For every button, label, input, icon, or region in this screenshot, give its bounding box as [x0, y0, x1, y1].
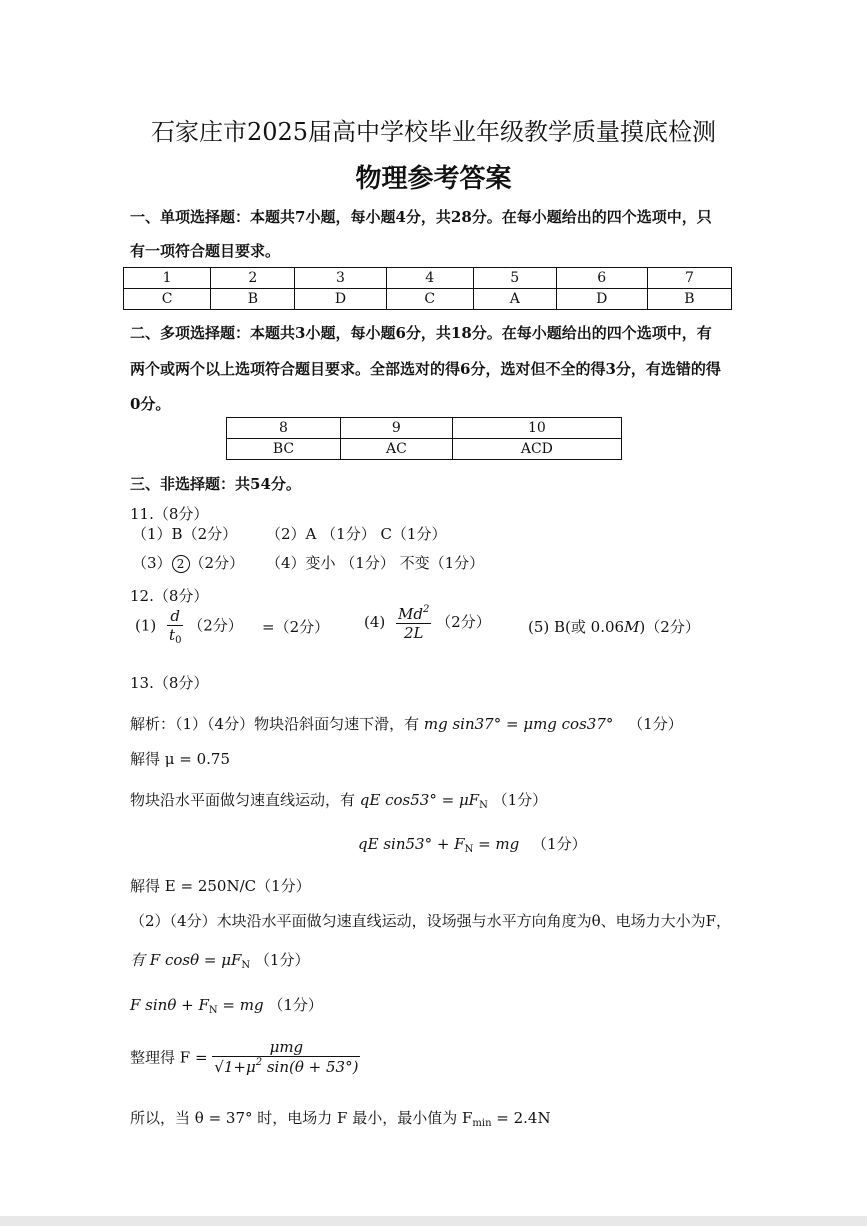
fraction-numerator: μmg [212, 1038, 360, 1057]
q12-part1-prefix: (1) [135, 616, 157, 635]
q12-part5-score: )（2分） [639, 618, 700, 636]
question-number: 7 [647, 268, 731, 289]
q13-line8 [130, 994, 323, 1016]
fraction-denominator: t [169, 626, 176, 644]
q12-part2: =（2分） [262, 618, 330, 636]
answer-cell: B [647, 289, 731, 310]
q13-line9-prefix: 整理得 F = [130, 1048, 208, 1067]
q13-line3 [130, 789, 547, 811]
question-number: 4 [386, 268, 473, 289]
fraction-numerator: d [167, 607, 183, 626]
q13-line9 [130, 1038, 360, 1076]
question-number: 8 [227, 418, 341, 439]
answer-cell: C [124, 289, 211, 310]
circled-number: 2 [172, 555, 190, 573]
question-number: 5 [473, 268, 556, 289]
q13-line10-result: = 2.4N [491, 1109, 551, 1127]
answer-cell: D [295, 289, 386, 310]
q11-part4: （4）变小 （1分） 不变（1分） [266, 554, 485, 572]
multi-choice-answer-table [226, 417, 622, 460]
q12-part4-score: （2分） [436, 613, 491, 631]
equation: = mg [473, 835, 520, 853]
q12-part4 [364, 604, 491, 642]
score: （1分） [628, 715, 683, 733]
score: （1分） [492, 791, 548, 809]
score: （1分） [532, 835, 587, 853]
table-row [227, 418, 622, 439]
answer-cell: C [386, 289, 473, 310]
section1-heading-line2: 有一项符合题目要求。 [130, 242, 281, 260]
subscript: N [464, 844, 474, 855]
superscript: 2 [255, 1057, 263, 1068]
q13-line7 [130, 949, 309, 971]
table-row [227, 439, 622, 460]
q13-line10 [130, 1107, 551, 1129]
document-subtitle: 物理参考答案 [355, 164, 512, 194]
q12-part5-text: (5) B(或 0.06 [528, 618, 625, 636]
q12-label: 12.（8分） [130, 587, 209, 605]
q13-line1 [130, 713, 683, 734]
page-bottom-edge [0, 1216, 867, 1226]
q11-part2: （2）A （1分） C（1分） [266, 525, 447, 543]
q13-line5: 解得 E = 250N/C（1分） [130, 877, 311, 895]
subscript: min [472, 1118, 492, 1129]
table-row [124, 268, 732, 289]
answer-cell: BC [227, 439, 341, 460]
q11-part3-prefix: （3） [132, 554, 172, 572]
q13-line1-text: 解析：（1）（4分）物块沿斜面匀速下滑，有 [130, 715, 420, 733]
answer-cell: A [473, 289, 556, 310]
fraction-denominator: 2L [403, 624, 424, 642]
table-row [124, 289, 732, 310]
equation: F sinθ + F [130, 996, 209, 1014]
q12-part4-prefix: (4) [364, 613, 386, 631]
q13-line2: 解得 μ = 0.75 [130, 750, 231, 768]
equation: = mg [217, 996, 264, 1014]
section1-heading-line1: 一、单项选择题：本题共7小题，每小题4分，共28分。在每小题给出的四个选项中，只 [130, 208, 712, 226]
fraction-d-over-t0 [167, 607, 183, 646]
fraction-force-expression [212, 1038, 360, 1076]
document-title: 石家庄市2025届高中学校毕业年级教学质量摸底检测 [150, 118, 717, 146]
subscript: 0 [175, 635, 182, 646]
score: （1分） [254, 951, 310, 969]
q11-part3-score: （2分） [189, 554, 245, 572]
subscript: N [241, 960, 251, 971]
q13-label: 13.（8分） [130, 674, 209, 692]
question-number: 9 [341, 418, 453, 439]
fraction-numerator: Md [398, 605, 423, 623]
q13-line6: （2）（4分）木块沿水平面做匀速直线运动，设场强与水平方向角度为θ、电场力大小为F， [130, 912, 732, 930]
answer-cell: AC [341, 439, 453, 460]
section2-heading-line3: 0分。 [130, 395, 171, 413]
question-number: 3 [295, 268, 386, 289]
q12-part5 [528, 616, 700, 637]
variable-m: M [624, 618, 640, 636]
subscript: N [208, 1005, 218, 1016]
answer-cell: B [211, 289, 295, 310]
fraction-md2-over-2l [396, 604, 431, 642]
section2-heading-line1: 二、多项选择题：本题共3小题，每小题6分，共18分。在每小题给出的四个选项中，有 [130, 324, 712, 342]
equation: mg sin37° = μmg cos37° [423, 715, 614, 733]
q11-part1: （1）B（2分） [132, 525, 238, 543]
q11-part3 [132, 552, 244, 573]
q13-line10-text: 所以，当 θ = 37° 时，电场力 F 最小，最小值为 F [130, 1109, 473, 1127]
q11-label: 11.（8分） [130, 505, 209, 523]
q13-line3-text: 物块沿水平面做匀速直线运动，有 [130, 791, 356, 809]
equation: 有 F cosθ = μF [130, 951, 242, 969]
section2-heading-line2: 两个或两个以上选项符合题目要求。全部选对的得6分，选对但不全的得3分，有选错的得 [130, 360, 721, 378]
sine-expression: sin(θ + 53°) [262, 1058, 359, 1076]
q13-line4 [358, 833, 587, 855]
equation: qE cos53° = μF [359, 791, 480, 809]
question-number: 6 [556, 268, 647, 289]
q12-part1-score: （2分） [188, 616, 243, 635]
score: （1分） [268, 996, 323, 1014]
equation: qE sin53° + F [358, 835, 465, 853]
sqrt-expression: √1+μ [214, 1058, 256, 1076]
single-choice-answer-table [123, 267, 732, 310]
question-number: 1 [124, 268, 211, 289]
superscript: 2 [423, 604, 430, 615]
q12-part1 [135, 607, 243, 646]
section3-heading: 三、非选择题：共54分。 [130, 475, 301, 493]
question-number: 2 [211, 268, 295, 289]
question-number: 10 [452, 418, 621, 439]
answer-cell: D [556, 289, 647, 310]
answer-cell: ACD [452, 439, 621, 460]
subscript: N [479, 800, 488, 811]
